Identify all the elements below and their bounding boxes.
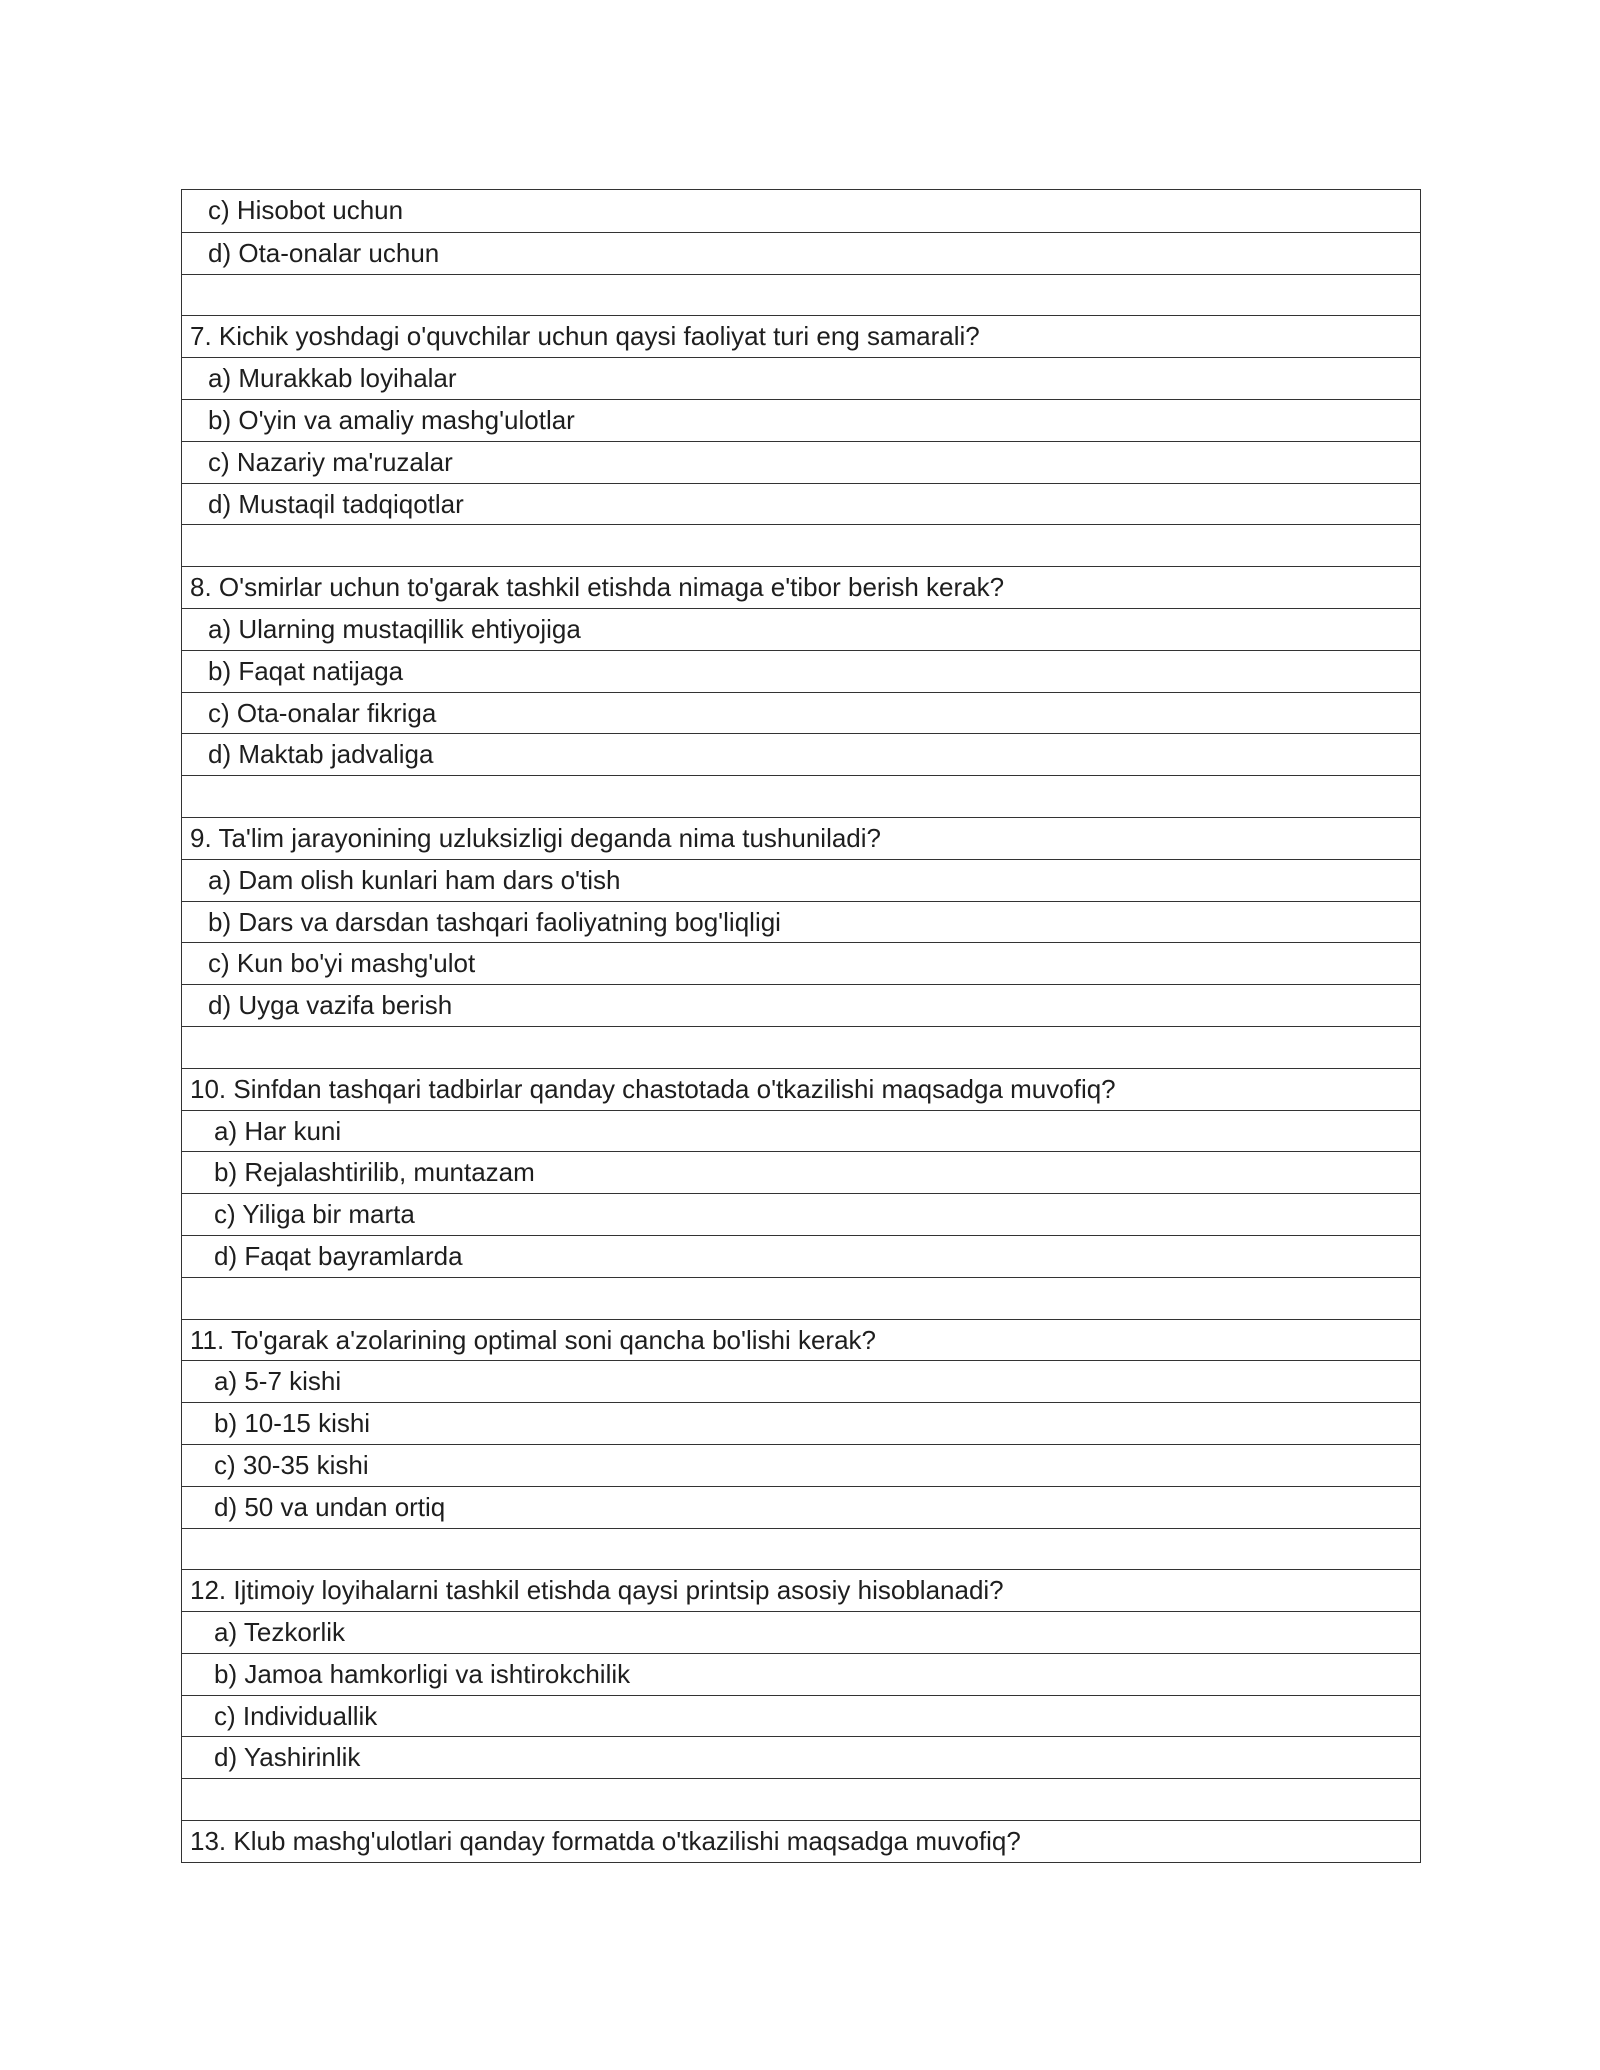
- spacer-row: [182, 775, 1420, 817]
- answer-option: d) 50 va undan ortiq: [182, 1486, 1420, 1528]
- answer-option: d) Ota-onalar uchun: [182, 232, 1420, 274]
- answer-option: a) Tezkorlik: [182, 1611, 1420, 1653]
- answer-option: a) Dam olish kunlari ham dars o'tish: [182, 859, 1420, 901]
- answer-option: d) Uyga vazifa berish: [182, 984, 1420, 1026]
- answer-option: a) Har kuni: [182, 1110, 1420, 1152]
- answer-option: b) Faqat natijaga: [182, 650, 1420, 692]
- answer-option: c) Ota-onalar fikriga: [182, 692, 1420, 734]
- answer-option: b) 10-15 kishi: [182, 1402, 1420, 1444]
- question-text: 12. Ijtimoiy loyihalarni tashkil etishda qaysi printsip asosiy hisoblanadi?: [182, 1569, 1420, 1611]
- answer-option: d) Faqat bayramlarda: [182, 1235, 1420, 1277]
- answer-option: b) Rejalashtirilib, muntazam: [182, 1151, 1420, 1193]
- answer-option: b) Dars va darsdan tashqari faoliyatning bog'liqligi: [182, 901, 1420, 943]
- spacer-row: [182, 1026, 1420, 1068]
- answer-option: d) Mustaqil tadqiqotlar: [182, 483, 1420, 525]
- question-text: 7. Kichik yoshdagi o'quvchilar uchun qaysi faoliyat turi eng samarali?: [182, 315, 1420, 357]
- spacer-row: [182, 1277, 1420, 1319]
- answer-option: a) Ularning mustaqillik ehtiyojiga: [182, 608, 1420, 650]
- spacer-row: [182, 1528, 1420, 1570]
- answer-option: c) 30-35 kishi: [182, 1444, 1420, 1486]
- answer-option: c) Yiliga bir marta: [182, 1193, 1420, 1235]
- answer-option: c) Hisobot uchun: [208, 195, 404, 225]
- quiz-table: [181, 189, 1421, 1863]
- answer-option: c) Individuallik: [182, 1695, 1420, 1737]
- answer-option: d) Maktab jadvaliga: [182, 733, 1420, 775]
- question-text: 13. Klub mashg'ulotlari qanday formatda o'tkazilishi maqsadga muvofiq?: [182, 1820, 1420, 1862]
- question-text: 9. Ta'lim jarayonining uzluksizligi deganda nima tushuniladi?: [182, 817, 1420, 859]
- spacer-row: [182, 274, 1420, 316]
- answer-option: b) O'yin va amaliy mashg'ulotlar: [182, 399, 1420, 441]
- spacer-row: [182, 1778, 1420, 1820]
- spacer-row: [182, 524, 1420, 566]
- answer-option: c) Nazariy ma'ruzalar: [182, 441, 1420, 483]
- question-text: 10. Sinfdan tashqari tadbirlar qanday chastotada o'tkazilishi maqsadga muvofiq?: [182, 1068, 1420, 1110]
- answer-option: c) Kun bo'yi mashg'ulot: [182, 942, 1420, 984]
- question-text: 8. O'smirlar uchun to'garak tashkil etishda nimaga e'tibor berish kerak?: [182, 566, 1420, 608]
- answer-option: a) Murakkab loyihalar: [182, 357, 1420, 399]
- answer-option: a) 5-7 kishi: [182, 1360, 1420, 1402]
- answer-option: b) Jamoa hamkorligi va ishtirokchilik: [182, 1653, 1420, 1695]
- question-text: 11. To'garak a'zolarining optimal soni qancha bo'lishi kerak?: [182, 1319, 1420, 1361]
- answer-option: d) Yashirinlik: [182, 1736, 1420, 1778]
